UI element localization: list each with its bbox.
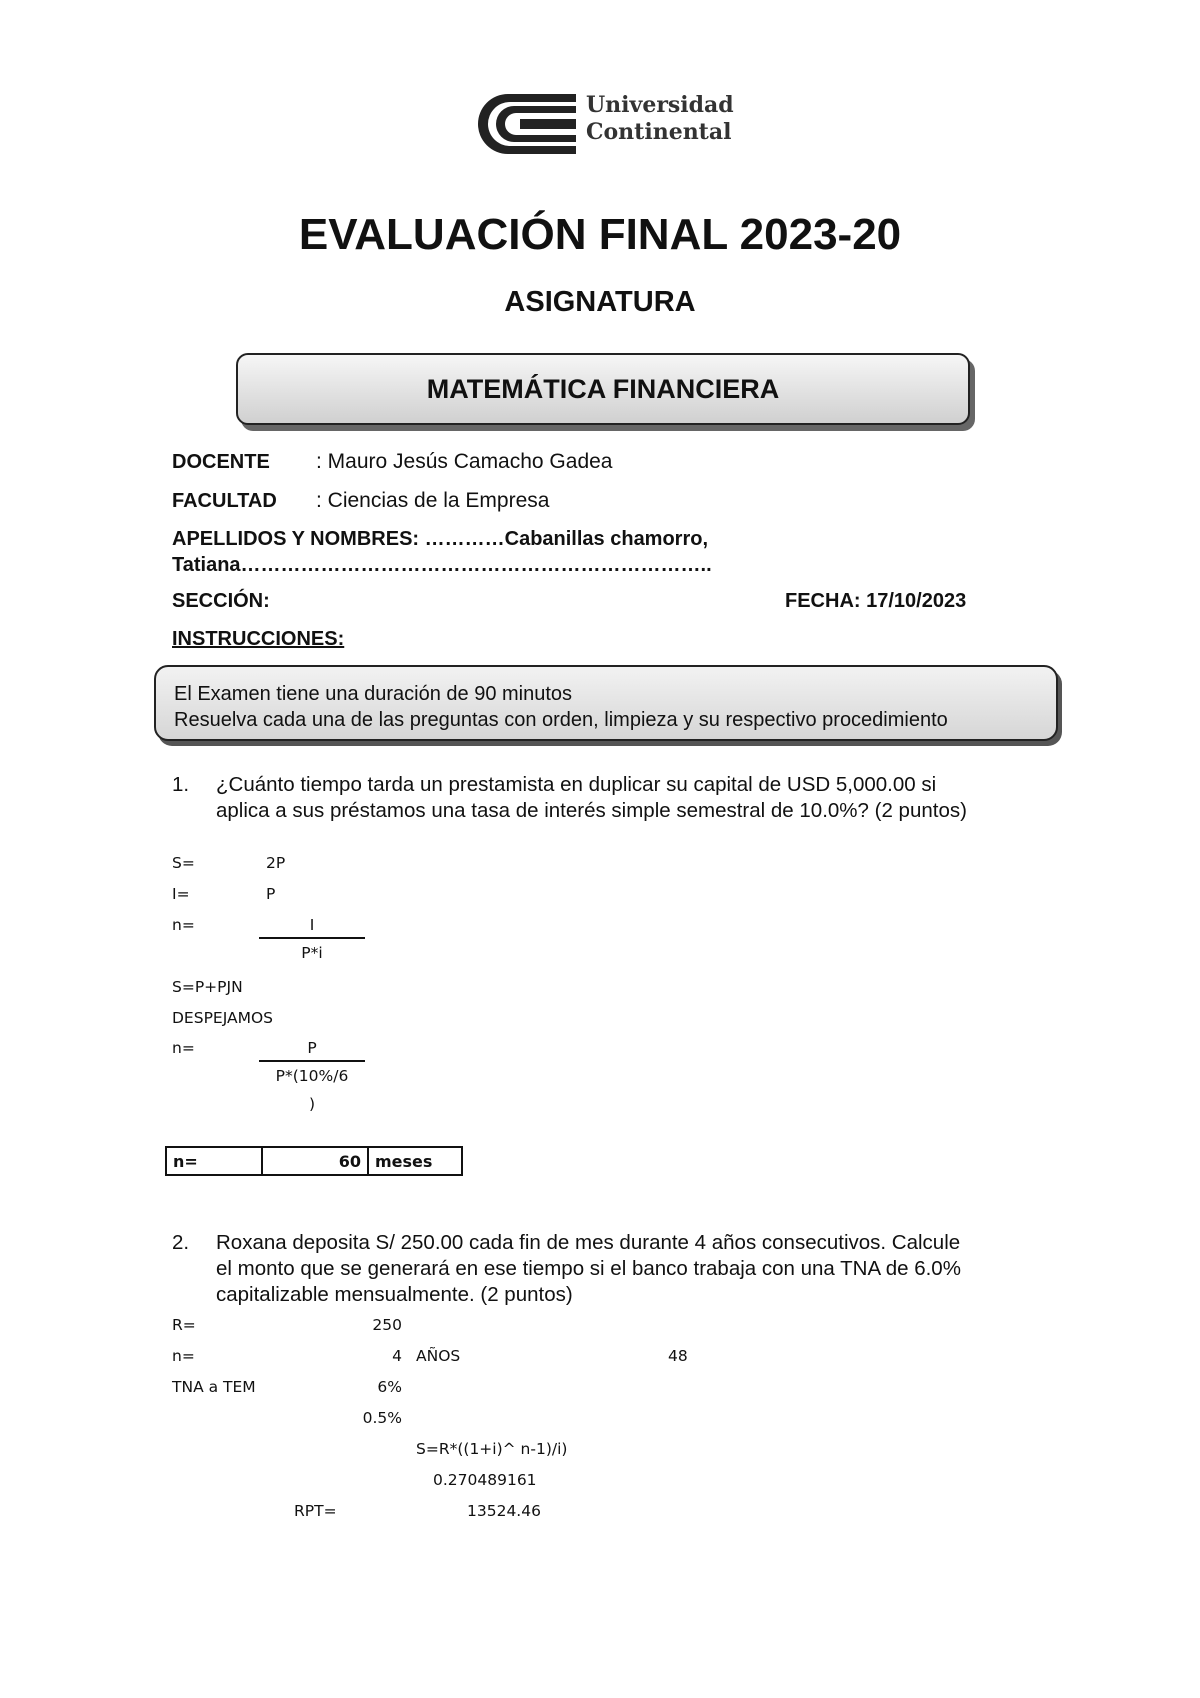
fraction-denominator-cont: ) [308, 1095, 316, 1113]
nombres-line2: Tatiana…………………………………………………………….. [172, 554, 712, 576]
page-title: EVALUACIÓN FINAL 2023-20 [298, 210, 902, 259]
work-value: 250 [372, 1316, 402, 1334]
result-table [165, 1146, 463, 1176]
university-logo [468, 84, 748, 162]
seccion-label: SECCIÓN: [172, 590, 270, 612]
work-label: R= [172, 1316, 196, 1334]
logo-line1: Universidad [586, 92, 734, 118]
fraction-denominator: P*i [301, 944, 323, 962]
universidad-continental-logo-icon [468, 88, 580, 160]
work-label: I= [172, 885, 190, 903]
instructions-box [154, 665, 1058, 741]
work-formula: S=P+PJN [172, 978, 243, 996]
table-row [166, 1147, 462, 1175]
instrucciones-label: INSTRUCCIONES: [172, 628, 345, 650]
question-text-line: el monto que se generará en ese tiempo si el banco trabaja con una TNA de 6.0% [216, 1257, 961, 1280]
work-value: 0.270489161 [433, 1471, 537, 1489]
fraction-denominator: P*(10%/6 [275, 1067, 349, 1085]
instruction-line: Resuelva cada una de las preguntas con orden, limpieza y su respectivo procedimiento [174, 709, 948, 731]
work-value: 48 [668, 1347, 688, 1365]
question-number: 1. [172, 773, 190, 796]
question-number: 2. [172, 1231, 190, 1254]
docente-label: DOCENTE [172, 451, 270, 473]
fraction-bar [259, 937, 365, 939]
work-label: TNA a TEM [172, 1378, 256, 1396]
result-label: n= [166, 1147, 262, 1175]
subject-box: MATEMÁTICA FINANCIERA [236, 353, 970, 425]
question-text-line: Roxana deposita S/ 250.00 cada fin de mes durante 4 años consecutivos. Calcule [216, 1231, 961, 1254]
work-value: 0.5% [362, 1409, 402, 1427]
nombres-line1: APELLIDOS Y NOMBRES: …………Cabanillas chamorro, [172, 528, 709, 550]
work-value: 4 [392, 1347, 402, 1365]
work-value: 2P [266, 854, 286, 872]
work-value: P [266, 885, 276, 903]
work-label: n= [172, 1039, 195, 1057]
fraction-numerator: P [307, 1039, 317, 1057]
work-label: S= [172, 854, 195, 872]
page-subtitle: ASIGNATURA [504, 286, 696, 318]
work-value: 6% [377, 1378, 402, 1396]
work-label: n= [172, 1347, 195, 1365]
fraction-bar [259, 1060, 365, 1062]
question-text-line: capitalizable mensualmente. (2 puntos) [216, 1283, 573, 1306]
work-result: 13524.46 [467, 1502, 541, 1520]
fraction-numerator: I [309, 916, 315, 934]
result-unit: meses [368, 1147, 462, 1175]
work-step: DESPEJAMOS [172, 1009, 274, 1027]
facultad-label: FACULTAD [172, 490, 277, 512]
instruction-line: El Examen tiene una duración de 90 minutos [174, 683, 573, 705]
fecha: FECHA: 17/10/2023 [785, 590, 967, 612]
work-formula: S=R*((1+i)^ n-1)/i) [416, 1440, 568, 1458]
question-text-line: ¿Cuánto tiempo tarda un prestamista en duplicar su capital de USD 5,000.00 si [216, 773, 937, 796]
work-unit: AÑOS [416, 1347, 461, 1365]
facultad-value: : Ciencias de la Empresa [316, 489, 550, 512]
question-text-line: aplica a sus préstamos una tasa de interés simple semestral de 10.0%? (2 puntos) [216, 799, 967, 822]
docente-value: : Mauro Jesús Camacho Gadea [316, 450, 613, 473]
logo-line2: Continental [586, 119, 732, 145]
result-value: 60 [262, 1147, 368, 1175]
work-label: n= [172, 916, 195, 934]
work-label: RPT= [294, 1502, 337, 1520]
